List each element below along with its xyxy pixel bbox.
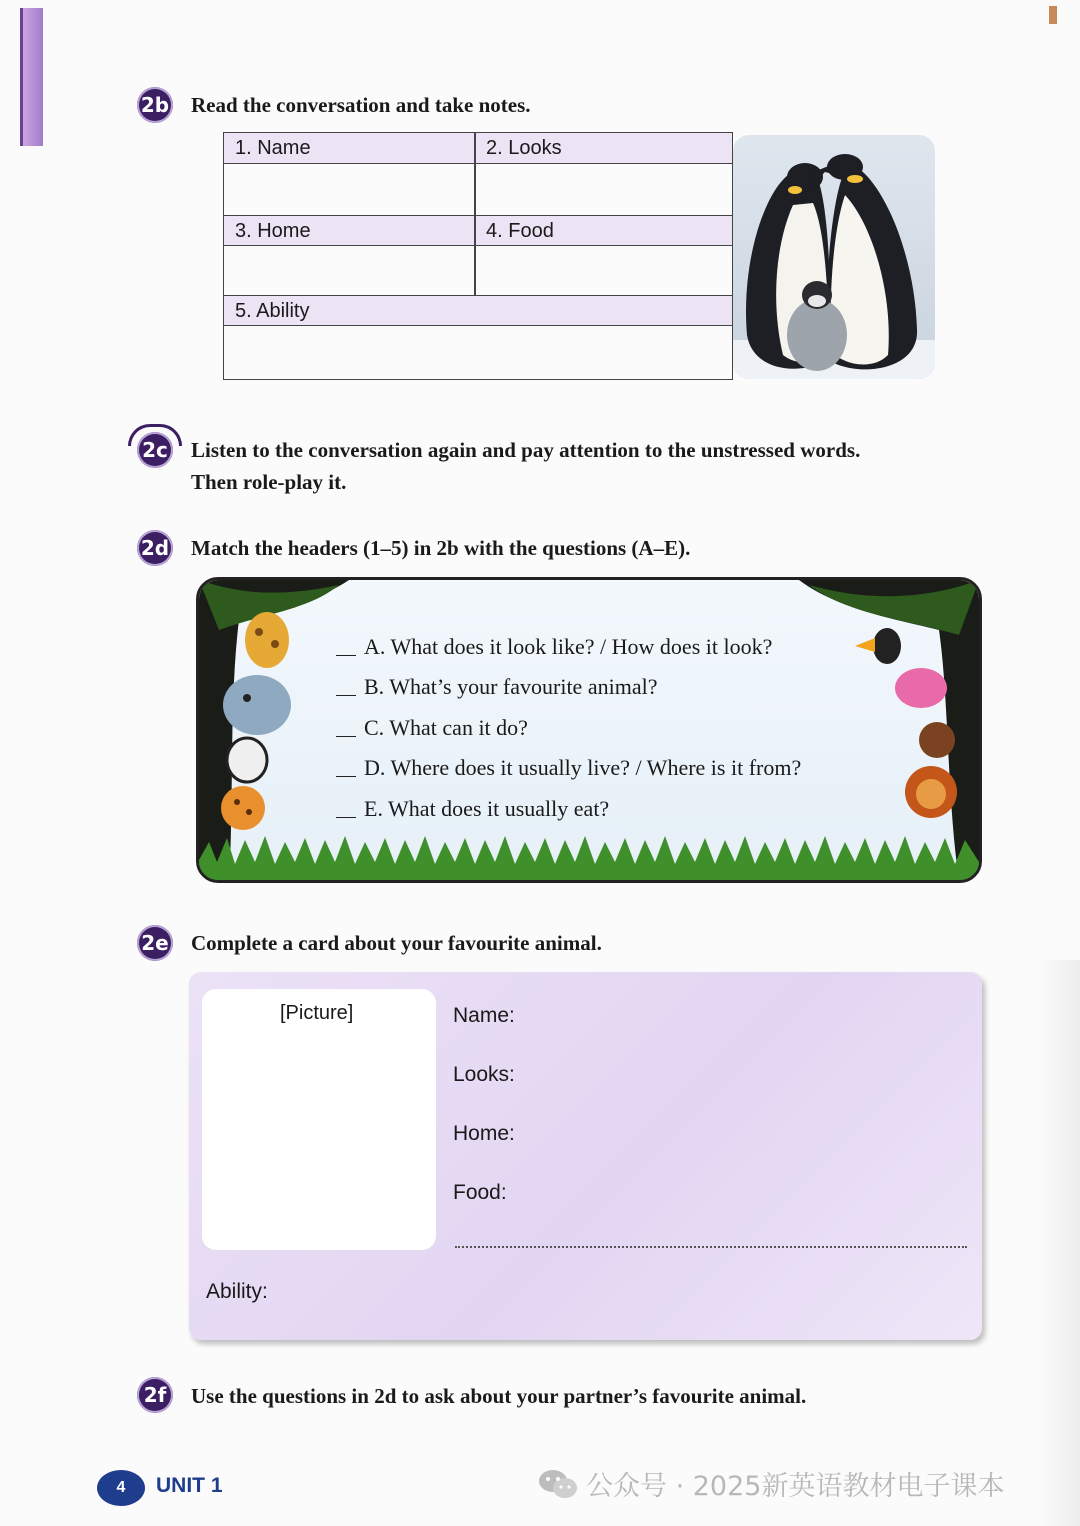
badge-2f: 2f (137, 1377, 173, 1413)
picture-label: [Picture] (280, 1002, 354, 1024)
page-number: 4 (97, 1470, 145, 1506)
wechat-icon (538, 1468, 578, 1500)
header-name: 1. Name (224, 133, 475, 164)
instruction-2f: Use the questions in 2d to ask about your partner’s favourite animal. (191, 1384, 807, 1408)
corner-tab-mark (1049, 6, 1057, 24)
instruction-2e: Complete a card about your favourite animal. (191, 931, 602, 955)
dotted-divider (455, 1246, 967, 1248)
notes-table (223, 132, 733, 380)
header-looks: 2. Looks (475, 133, 732, 164)
field-home-label: Home: (453, 1122, 515, 1145)
badge-2b: 2b (137, 87, 173, 123)
question-a: A. What does it look like? / How does it look? (336, 632, 772, 662)
cell-name-input[interactable] (224, 164, 474, 215)
answer-blank-a[interactable] (336, 655, 356, 656)
watermark: 公众号 · 2025新英语教材电子课本 (538, 1464, 1004, 1503)
question-b: B. What’s your favourite animal? (336, 672, 657, 702)
field-food-label: Food: (453, 1181, 507, 1204)
field-looks-label: Looks: (453, 1063, 515, 1086)
instruction-2c-line2: Then role-play it. (191, 470, 347, 494)
badge-2c: 2c (137, 432, 173, 468)
jungle-question-box (196, 577, 982, 883)
question-e: E. What does it usually eat? (336, 794, 609, 824)
penguin-photo (733, 135, 935, 379)
answer-blank-d[interactable] (336, 776, 356, 777)
header-home: 3. Home (224, 215, 475, 246)
instruction-2c-line1: Listen to the conversation again and pay attention to the unstressed words. (191, 438, 861, 462)
answer-blank-e[interactable] (336, 817, 356, 818)
badge-2e: 2e (137, 925, 173, 961)
page-edge-strip (20, 8, 43, 146)
question-d: D. Where does it usually live? / Where is it from? (336, 753, 801, 783)
headphones-icon (128, 424, 182, 446)
cell-looks-input[interactable] (476, 164, 732, 215)
cell-ability-input[interactable] (224, 326, 732, 378)
badge-2d: 2d (137, 530, 173, 566)
instruction-2b: Read the conversation and take notes. (191, 93, 531, 117)
picture-box[interactable] (202, 989, 436, 1250)
answer-blank-b[interactable] (336, 695, 356, 696)
cell-home-input[interactable] (224, 246, 474, 295)
header-food: 4. Food (475, 215, 732, 246)
answer-blank-c[interactable] (336, 736, 356, 737)
field-ability-label: Ability: (206, 1280, 268, 1303)
unit-label: UNIT 1 (156, 1474, 223, 1497)
header-ability: 5. Ability (224, 295, 732, 326)
field-name-label: Name: (453, 1004, 515, 1027)
question-c: C. What can it do? (336, 713, 528, 743)
cell-food-input[interactable] (476, 246, 732, 295)
page-curl-shadow (1040, 960, 1080, 1526)
instruction-2d: Match the headers (1–5) in 2b with the questions (A–E). (191, 536, 691, 560)
